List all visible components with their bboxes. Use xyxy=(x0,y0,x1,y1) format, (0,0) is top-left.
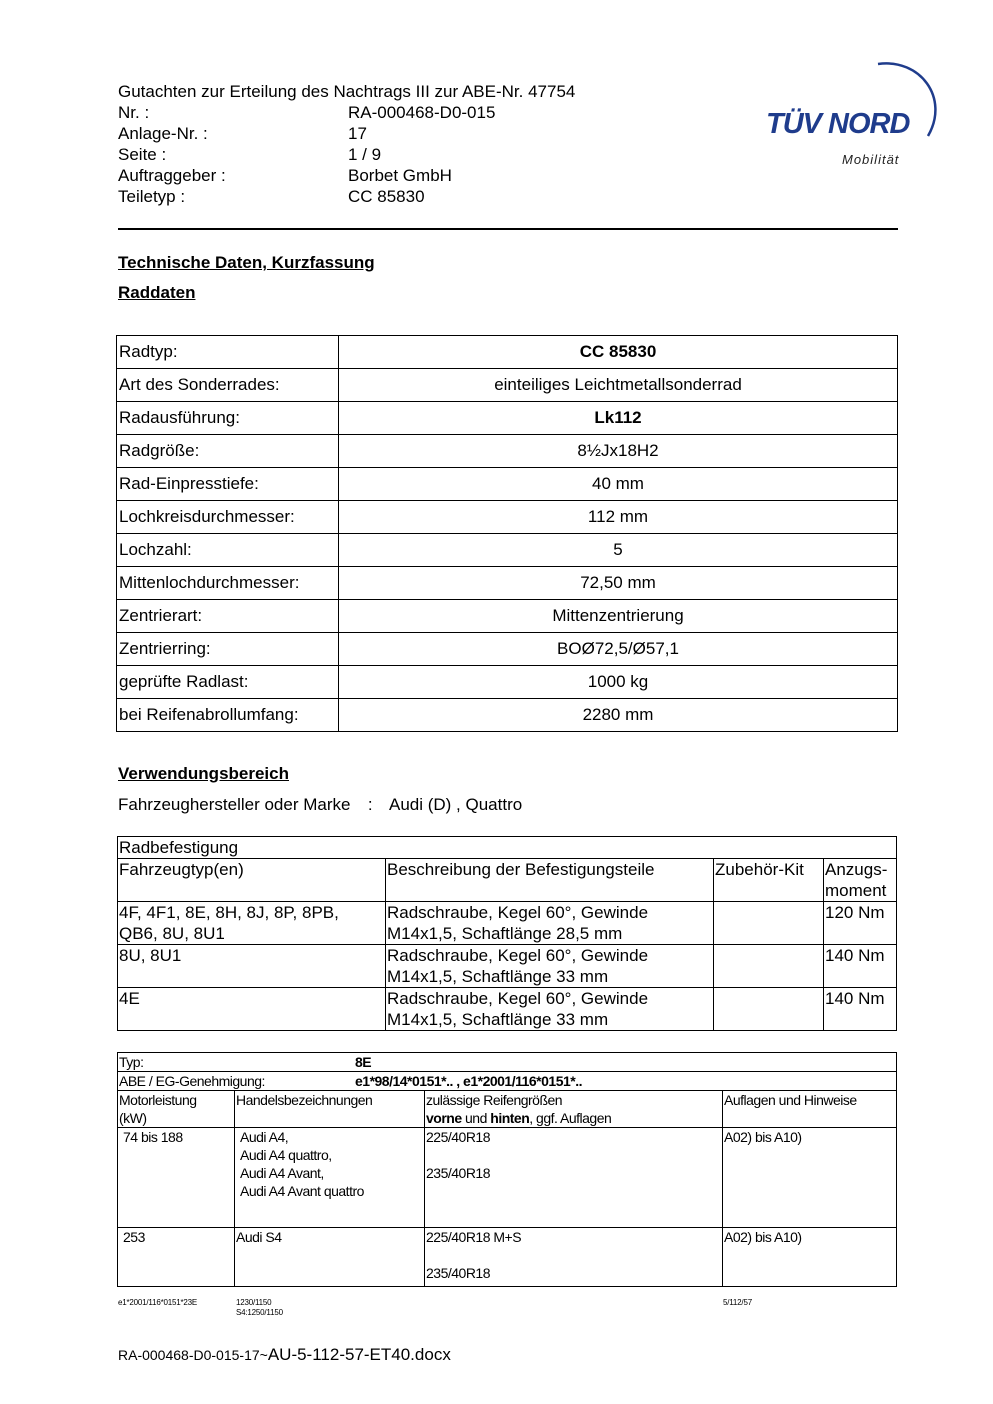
raddaten-value: Mittenzentrierung xyxy=(339,600,898,633)
header-label: Auftraggeber : xyxy=(118,166,226,185)
befestigung-types: 4E xyxy=(118,988,386,1031)
col-header-desc: Beschreibung der Befestigungsteile xyxy=(386,859,714,902)
section-raddaten-title: Raddaten xyxy=(118,283,196,302)
raddaten-label: Art des Sonderrades: xyxy=(117,369,339,402)
header-row-seite xyxy=(118,144,575,165)
raddaten-row xyxy=(117,369,898,402)
header-row-anlage xyxy=(118,123,575,144)
col-header-kit: Zubehör-Kit xyxy=(714,859,824,902)
logo-wordmark: TÜV NORD xyxy=(766,108,910,140)
header-tires-und: und xyxy=(461,1110,491,1126)
raddaten-value: 8½Jx18H2 xyxy=(339,435,898,468)
header-tires-vorne: vorne xyxy=(426,1110,462,1126)
befestigung-kit xyxy=(714,945,824,988)
typ-tires: 225/40R18 235/40R18 xyxy=(425,1128,723,1228)
befestigung-types: 4F, 4F1, 8E, 8H, 8J, 8P, 8PB, QB6, 8U, 8U1 xyxy=(118,902,386,945)
header-label: Nr. : xyxy=(118,103,150,122)
raddaten-label: Lochkreisdurchmesser: xyxy=(117,501,339,534)
befestigung-row xyxy=(118,945,897,988)
raddaten-value: einteiliges Leichtmetallsonderrad xyxy=(339,369,898,402)
header-row-auftraggeber xyxy=(118,165,575,186)
header-row-teiletyp xyxy=(118,186,575,207)
typ-tires: 225/40R18 M+S 235/40R18 xyxy=(425,1228,723,1287)
header-divider xyxy=(118,228,898,230)
befestigung-desc: Radschraube, Kegel 60°, Gewinde M14x1,5, Schaftlänge 28,5 mm xyxy=(386,902,714,945)
raddaten-label: Radausführung: xyxy=(117,402,339,435)
typ-label: Typ: xyxy=(119,1054,144,1070)
befestigung-desc: Radschraube, Kegel 60°, Gewinde M14x1,5, Schaftlänge 33 mm xyxy=(386,988,714,1031)
raddaten-row xyxy=(117,699,898,732)
header-tires-hinten: hinten xyxy=(490,1110,530,1126)
manufacturer-label: Fahrzeughersteller oder Marke xyxy=(118,795,351,814)
typ-power: 253 xyxy=(118,1228,235,1287)
raddaten-value: 72,50 mm xyxy=(339,567,898,600)
raddaten-row xyxy=(117,468,898,501)
col-header-torque: Anzugs- moment xyxy=(824,859,897,902)
manufacturer-separator: : xyxy=(367,795,373,814)
raddaten-value: CC 85830 xyxy=(339,336,898,369)
tuev-nord-logo xyxy=(760,58,940,173)
header-label: Teiletyp : xyxy=(118,187,186,206)
typ-notes: A02) bis A10) xyxy=(723,1228,897,1287)
raddaten-row xyxy=(117,501,898,534)
raddaten-value: 40 mm xyxy=(339,468,898,501)
header-tires-line2 xyxy=(426,1109,721,1127)
document-title: Gutachten zur Erteilung des Nachtrags III zur ABE-Nr. 47754 xyxy=(118,82,576,101)
header-value: CC 85830 xyxy=(348,187,425,206)
raddaten-value: Lk112 xyxy=(339,402,898,435)
befestigung-row xyxy=(118,902,897,945)
raddaten-label: Lochzahl: xyxy=(117,534,339,567)
header-notes: Auflagen und Hinweise xyxy=(723,1091,897,1128)
raddaten-row xyxy=(117,435,898,468)
header-tires-line1: zulässige Reifengrößen xyxy=(426,1092,563,1108)
small-note-mid: 1230/1150 S4:1250/1150 xyxy=(236,1298,283,1317)
typ-power: 74 bis 188 xyxy=(118,1128,235,1228)
raddaten-label: Rad-Einpresstiefe: xyxy=(117,468,339,501)
raddaten-row xyxy=(117,600,898,633)
raddaten-value: 1000 kg xyxy=(339,666,898,699)
typ-row xyxy=(118,1128,897,1228)
manufacturer-value: Audi (D) , Quattro xyxy=(388,795,523,814)
document-footer xyxy=(118,1345,451,1365)
header-row-nr xyxy=(118,102,575,123)
document-header xyxy=(118,81,575,207)
raddaten-row xyxy=(117,402,898,435)
befestigung-kit xyxy=(714,988,824,1031)
raddaten-label: Zentrierring: xyxy=(117,633,339,666)
raddaten-value: 112 mm xyxy=(339,501,898,534)
raddaten-value: 2280 mm xyxy=(339,699,898,732)
befestigung-row xyxy=(118,988,897,1031)
typ-notes: A02) bis A10) xyxy=(723,1128,897,1228)
raddaten-label: Zentrierart: xyxy=(117,600,339,633)
befestigung-torque: 140 Nm xyxy=(824,945,897,988)
radbefestigung-table xyxy=(117,836,897,1031)
logo-subtitle: Mobilität xyxy=(842,152,900,167)
abe-value: e1*98/14*0151*.. , e1*2001/116*0151*.. xyxy=(355,1073,583,1089)
befestigung-kit xyxy=(714,902,824,945)
col-header-types: Fahrzeugtyp(en) xyxy=(118,859,386,902)
footer-prefix: RA-000468-D0-015-17~ xyxy=(118,1347,268,1363)
vehicle-manufacturer-line xyxy=(118,795,522,815)
typ-names: Audi A4, Audi A4 quattro, Audi A4 Avant, Audi A4 Avant quattro xyxy=(235,1128,425,1228)
small-note-left: e1*2001/116*0151*23E xyxy=(118,1298,198,1307)
befestigung-types: 8U, 8U1 xyxy=(118,945,386,988)
befestigung-desc: Radschraube, Kegel 60°, Gewinde M14x1,5, Schaftlänge 33 mm xyxy=(386,945,714,988)
typ-table xyxy=(117,1052,897,1287)
befestigung-torque: 140 Nm xyxy=(824,988,897,1031)
header-value: 17 xyxy=(348,124,367,143)
raddaten-row xyxy=(117,336,898,369)
header-names: Handelsbezeichnungen xyxy=(235,1091,425,1128)
section-tech-title: Technische Daten, Kurzfassung xyxy=(118,253,375,272)
raddaten-row xyxy=(117,633,898,666)
header-value: Borbet GmbH xyxy=(348,166,452,185)
header-value: 1 / 9 xyxy=(348,145,382,164)
raddaten-label: Radtyp: xyxy=(117,336,339,369)
befestigung-title: Radbefestigung xyxy=(118,837,897,859)
typ-names: Audi S4 xyxy=(235,1228,425,1287)
header-tires-post: , ggf. Auflagen xyxy=(529,1110,612,1126)
raddaten-value: BOØ72,5/Ø57,1 xyxy=(339,633,898,666)
raddaten-label: geprüfte Radlast: xyxy=(117,666,339,699)
raddaten-label: Mittenlochdurchmesser: xyxy=(117,567,339,600)
section-verwendung-title: Verwendungsbereich xyxy=(118,764,289,783)
raddaten-label: Radgröße: xyxy=(117,435,339,468)
raddaten-row xyxy=(117,567,898,600)
typ-row xyxy=(118,1228,897,1287)
raddaten-row xyxy=(117,666,898,699)
header-power: Motorleistung (kW) xyxy=(118,1091,235,1128)
befestigung-torque: 120 Nm xyxy=(824,902,897,945)
abe-label: ABE / EG-Genehmigung: xyxy=(119,1073,265,1089)
header-label: Anlage-Nr. : xyxy=(118,124,208,143)
header-label: Seite : xyxy=(118,145,167,164)
raddaten-value: 5 xyxy=(339,534,898,567)
header-tires xyxy=(425,1091,723,1128)
raddaten-table xyxy=(116,335,898,732)
raddaten-label: bei Reifenabrollumfang: xyxy=(117,699,339,732)
typ-value: 8E xyxy=(355,1054,372,1070)
header-value: RA-000468-D0-015 xyxy=(348,103,496,122)
small-note-right: 5/112/57 xyxy=(723,1298,752,1307)
footer-filename: AU-5-112-57-ET40.docx xyxy=(267,1345,451,1364)
raddaten-row xyxy=(117,534,898,567)
